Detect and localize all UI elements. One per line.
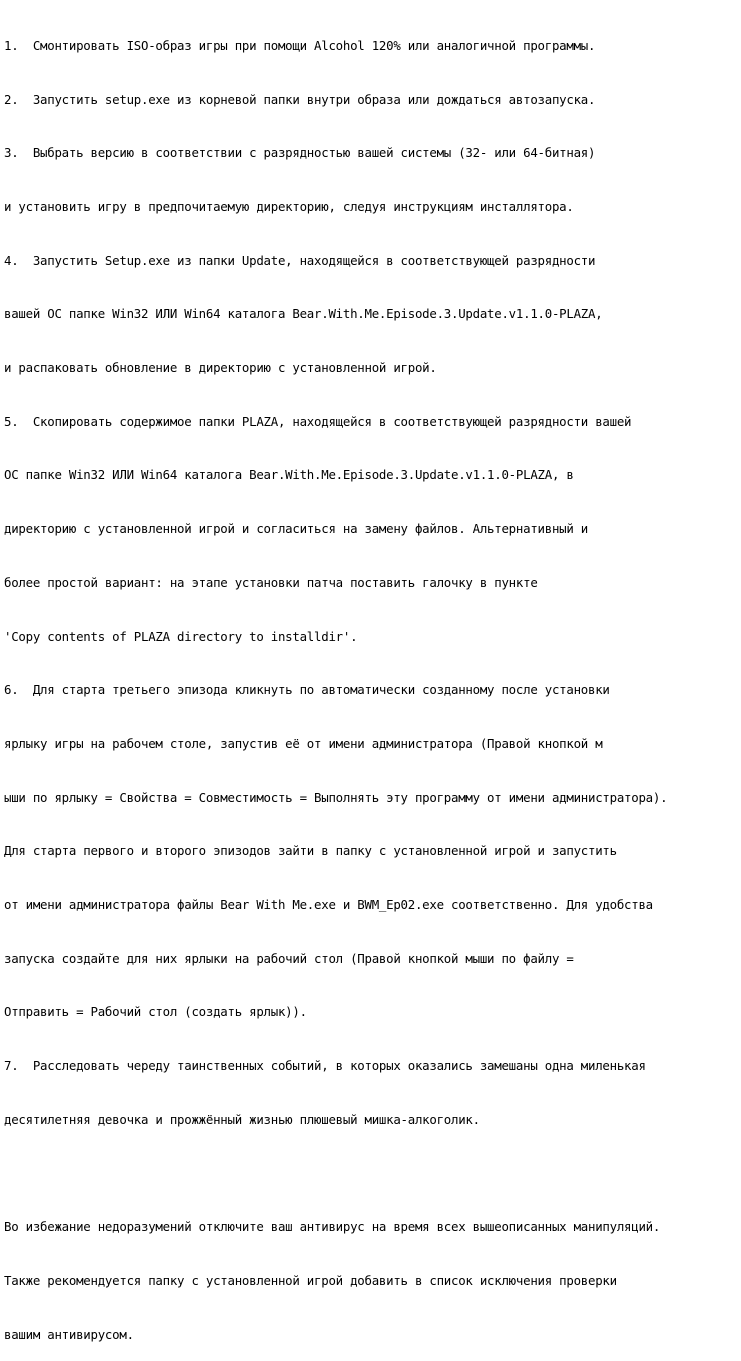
text-line: запуска создайте для них ярлыки на рабочий стол (Правой кнопкой мыши по файлу = (4, 950, 574, 966)
text-line: Для старта первого и второго эпизодов зайти в папку с установленной игрой и запустить (4, 843, 617, 859)
text-line: вашим антивирусом. (4, 1326, 134, 1342)
text-line: директорию с установленной игрой и согласиться на замену файлов. Альтернативный и (4, 521, 588, 537)
text-line: более простой вариант: на этапе установки патча поставить галочку в пункте (4, 574, 538, 590)
text-line: 2. Запустить setup.exe из корневой папки внутри образа или дождаться автозапуска. (4, 91, 596, 107)
text-line: и распаковать обновление в директорию с установленной игрой. (4, 360, 437, 376)
text-line: вашей ОС папке Win32 ИЛИ Win64 каталога Bear.With.Me.Episode.3.Update.v1.1.0-PLAZA, (4, 306, 603, 322)
text-line: 1. Смонтировать ISO-образ игры при помощи Alcohol 120% или аналогичной программы. (4, 37, 596, 53)
text-line: ярлыку игры на рабочем столе, запустив её от имени администратора (Правой кнопкой м (4, 735, 603, 751)
text-line: 6. Для старта третьего эпизода кликнуть по автоматически созданному после установки (4, 682, 610, 698)
text-line: Во избежание недоразумений отключите ваш антивирус на время всех вышеописанных манипуляций. (4, 1219, 661, 1235)
instructions-text (4, 1, 741, 1361)
text-line: 'Copy contents of PLAZA directory to installdir'. (4, 628, 358, 644)
text-line: 5. Скопировать содержимое папки PLAZA, находящейся в соответствующей разрядности вашей (4, 413, 632, 429)
text-line: 3. Выбрать версию в соответствии с разрядностью вашей системы (32- или 64-битная) (4, 145, 596, 161)
text-line: ыши по ярлыку = Свойства = Совместимость = Выполнять эту программу от имени администратора). (4, 789, 668, 805)
text-line: ОС папке Win32 ИЛИ Win64 каталога Bear.With.Me.Episode.3.Update.v1.1.0-PLAZA, в (4, 467, 574, 483)
text-line: Также рекомендуется папку с установленной игрой добавить в список исключения проверки (4, 1272, 617, 1288)
text-line: Отправить = Рабочий стол (создать ярлык)). (4, 1004, 307, 1020)
text-line: 7. Расследовать череду таинственных событий, в которых оказались замешаны одна миленькая (4, 1058, 646, 1074)
text-line: от имени администратора файлы Bear With Me.exe и BWM_Ep02.exe соответственно. Для удобства (4, 897, 653, 913)
text-line: 4. Запустить Setup.exe из папки Update, находящейся в соответствующей разрядности (4, 252, 596, 268)
blank-line (4, 1165, 741, 1183)
text-line: и установить игру в предпочитаемую директорию, следуя инструкциям инсталлятора. (4, 198, 574, 214)
text-line: десятилетняя девочка и прожжённый жизнью плюшевый мишка-алкоголик. (4, 1111, 480, 1127)
